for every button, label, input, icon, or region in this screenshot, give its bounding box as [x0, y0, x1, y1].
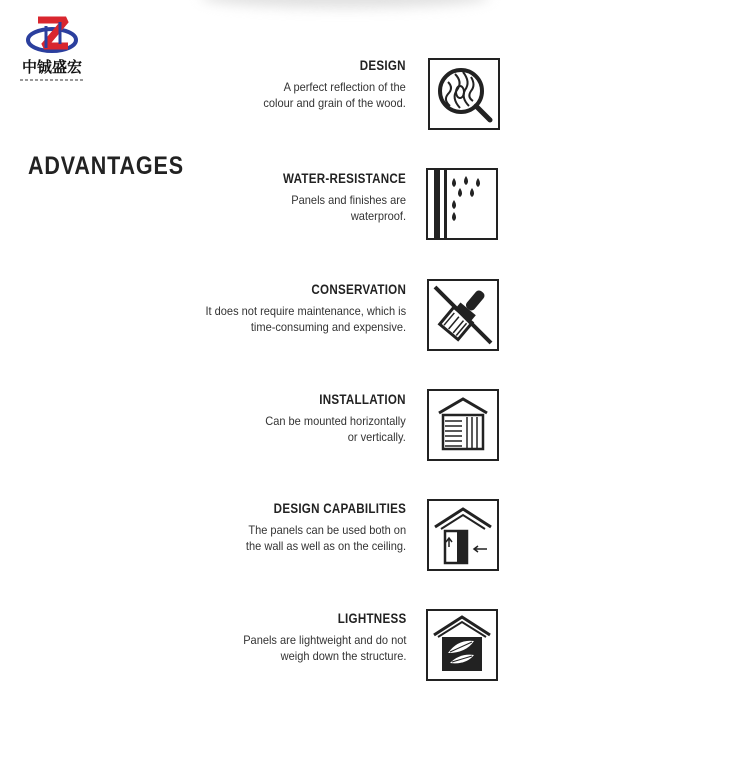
advantage-title: LIGHTNESS [337, 611, 406, 626]
advantage-lightness [229, 611, 406, 664]
advantage-conservation [188, 282, 406, 335]
advantage-description [274, 192, 406, 224]
description-line: Panels are lightweight and do not [242, 633, 406, 647]
advantage-title: INSTALLATION [319, 392, 406, 407]
advantage-design-capabilities [232, 501, 406, 554]
advantage-title: WATER-RESISTANCE [282, 171, 406, 186]
description-line: waterproof. [350, 209, 406, 223]
description-line: A perfect reflection of the [283, 80, 406, 94]
zh-logo-icon [24, 16, 80, 54]
feather-house-icon [426, 609, 498, 681]
brand-subline [20, 79, 84, 81]
advantage-title: DESIGN [359, 58, 406, 73]
advantage-description [264, 79, 406, 111]
house-arrows-icon [427, 499, 499, 571]
description-line: time-consuming and expensive. [250, 320, 406, 334]
description-line: or vertically. [347, 430, 406, 444]
no-paintbrush-icon [427, 279, 499, 351]
top-shadow-bar [200, 0, 490, 8]
advantage-description [246, 522, 406, 554]
description-line: Panels and finishes are [291, 193, 406, 207]
advantage-design [251, 58, 406, 111]
wood-grain-magnifier-icon [428, 58, 500, 130]
brand-logo [16, 16, 88, 81]
description-line: It does not require maintenance, which is [205, 304, 406, 318]
description-line: weigh down the structure. [280, 649, 406, 663]
advantage-description [243, 632, 406, 664]
water-drops-icon [426, 168, 498, 240]
advantages-heading: ADVANTAGES [28, 152, 184, 180]
brand-name: 中铖盛宏 [21, 58, 82, 76]
advantage-title: DESIGN CAPABILITIES [273, 501, 406, 516]
advantage-installation [253, 392, 406, 445]
advantage-title: CONSERVATION [311, 282, 406, 297]
description-line: The panels can be used both on [248, 523, 406, 537]
panel-house-icon [427, 389, 499, 461]
advantage-water-resistance [263, 171, 406, 224]
description-line: Can be mounted horizontally [265, 414, 406, 428]
advantage-description [265, 413, 406, 445]
description-line: the wall as well as on the ceiling. [245, 539, 406, 553]
description-line: colour and grain of the wood. [263, 96, 406, 110]
advantage-description [205, 303, 406, 335]
